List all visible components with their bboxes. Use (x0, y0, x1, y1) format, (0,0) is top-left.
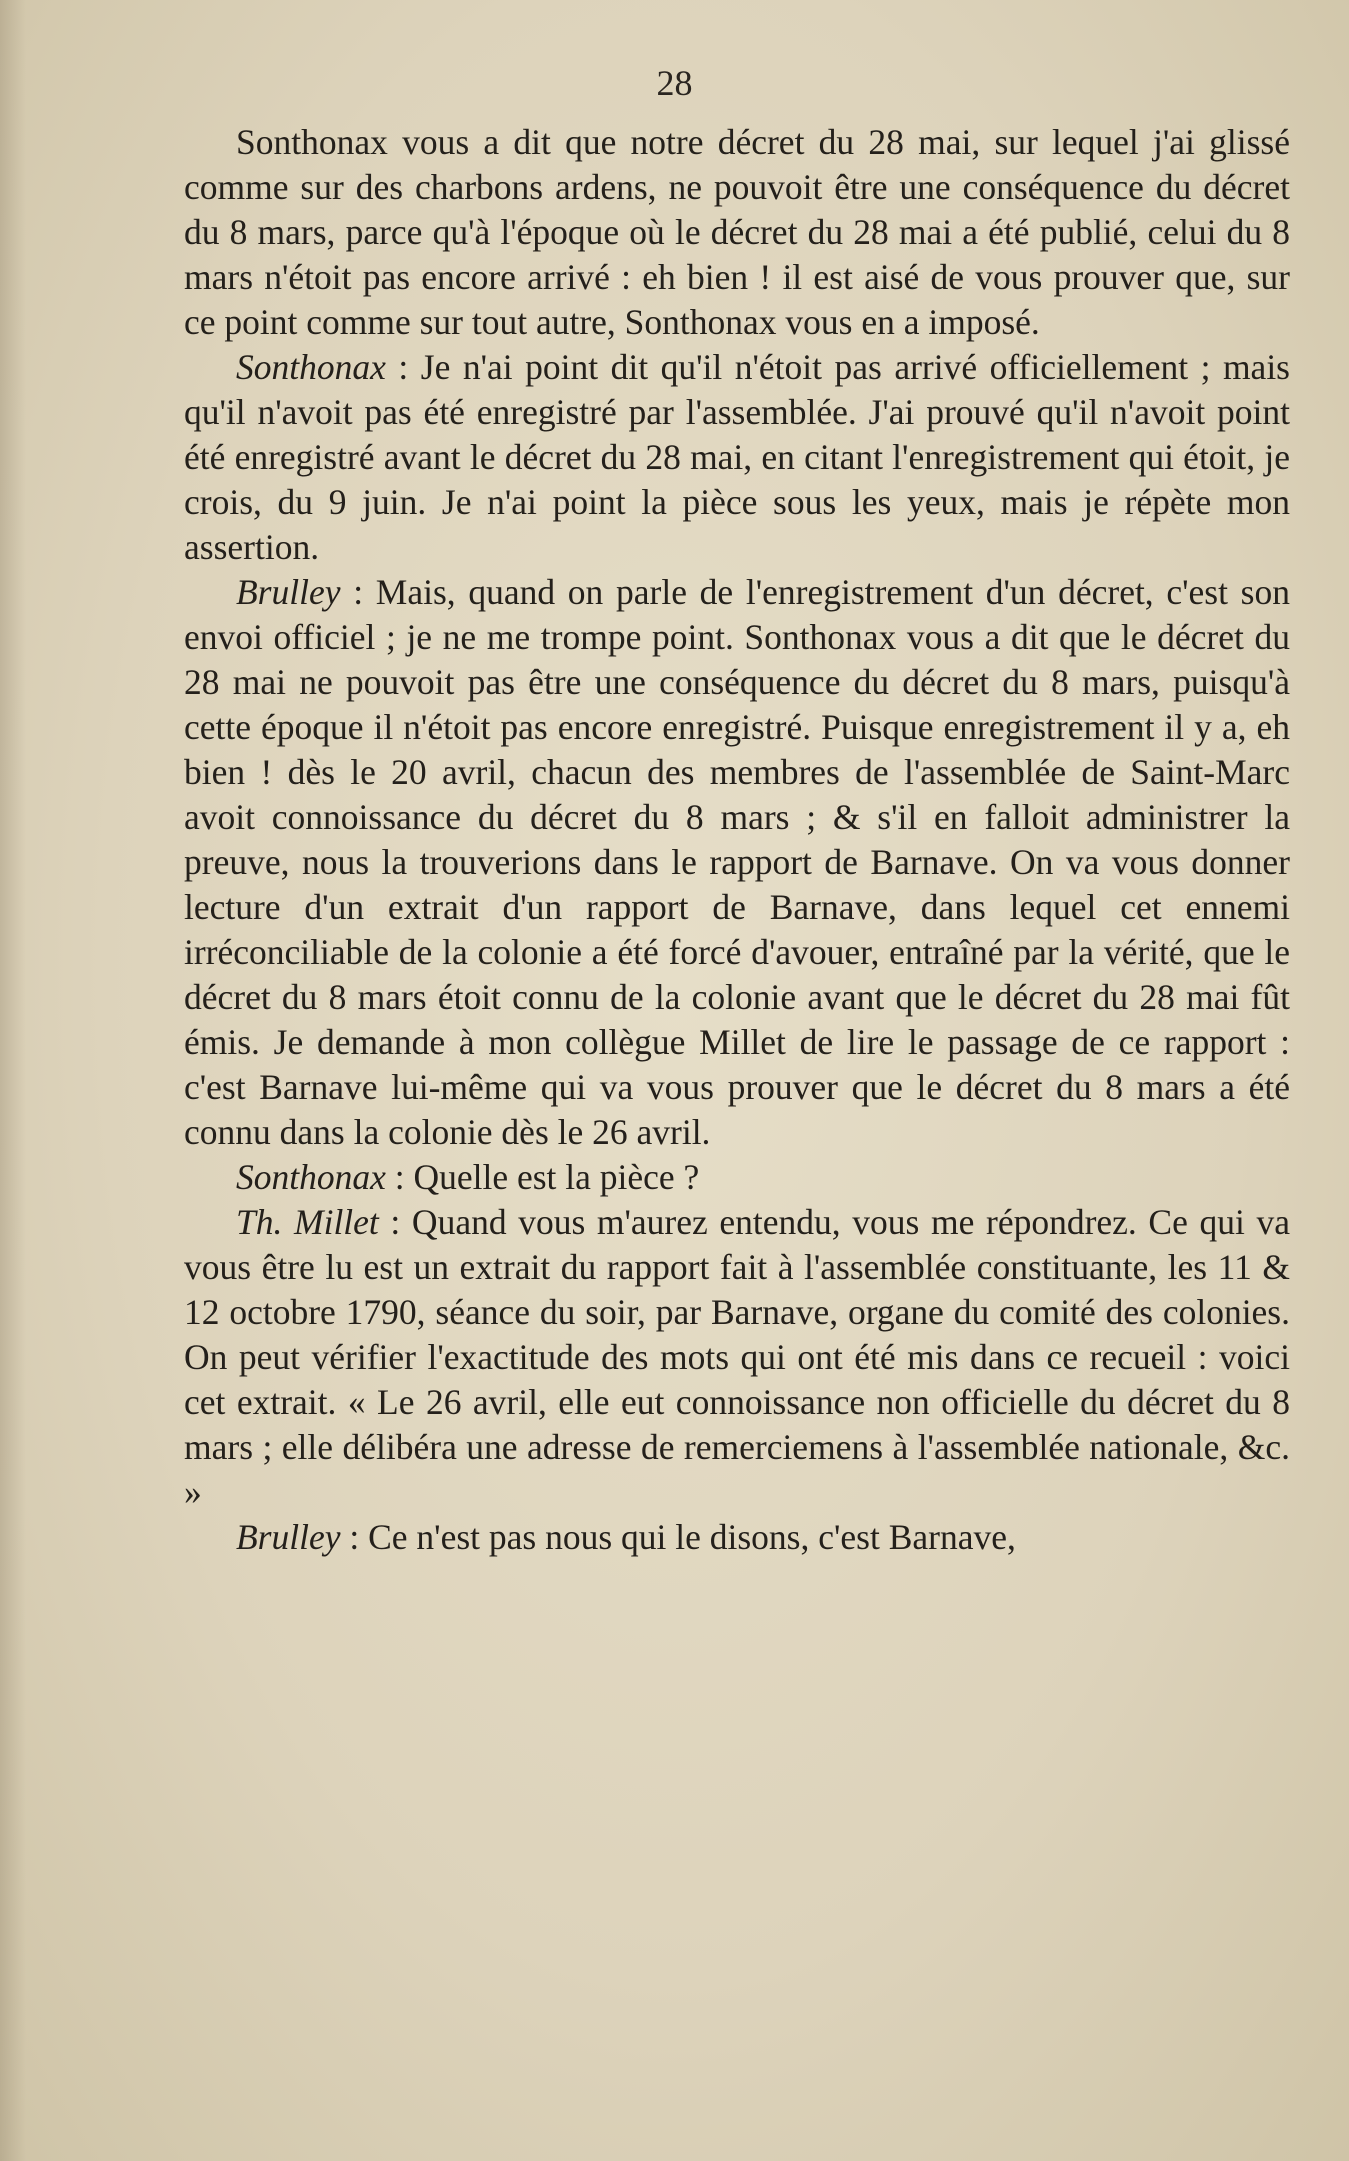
paragraph (184, 570, 1290, 1155)
speaker-name: Brulley (236, 572, 341, 612)
speaker-name: Th. Millet (236, 1202, 379, 1242)
paragraph-text: : Ce n'est pas nous qui le disons, c'est Barnave, (340, 1517, 1016, 1557)
speaker-name: Brulley (236, 1517, 341, 1557)
paragraph-text: Sonthonax vous a dit que notre décret du 28 mai, sur lequel j'ai glissé comme sur des charbons ardens, ne pouvoit être une conséquence du décret du 8 mars, parce qu'à l'époque où le décret du 28 mai a été publié, celui du 8 mars n'étoit pas encore arrivé : eh bien ! il est aisé de vous prouver que, sur ce point comme sur tout autre, Sonthonax vous en a imposé. (184, 122, 1290, 342)
speaker-name: Sonthonax (236, 1157, 386, 1197)
speaker-name: Sonthonax (236, 347, 386, 387)
paragraph-text: : Mais, quand on parle de l'enregistrement d'un décret, c'est son envoi officiel ; je ne me trompe point. Sonthonax vous a dit que le décret du 28 mai ne pouvoit pas être une conséquence du décret du 8 mars, puisqu'à cette époque il n'étoit pas encore enregistré. Puisque enregistrement il y a, eh bien ! dès le 20 avril, chacun des membres de l'assemblée de Saint-Marc avoit connoissance du décret du 8 mars ; & s'il en falloit administrer la preuve, nous la trouverions dans le rapport de Barnave. On va vous donner lecture d'un extrait d'un rapport de Barnave, dans lequel cet ennemi irréconciliable de la colonie a été forcé d'avouer, entraîné par la vérité, que le décret du 8 mars étoit connu de la colonie avant que le décret du 28 mai fût émis. Je demande à mon collègue Millet de lire le passage de ce rapport : c'est Barnave lui-même qui va vous prouver que le décret du 8 mars a été connu dans la colonie dès le 26 avril. (184, 572, 1290, 1152)
paragraph (184, 1200, 1290, 1515)
body-text (184, 120, 1290, 1560)
paragraph (184, 1515, 1290, 1560)
paragraph (184, 345, 1290, 570)
paragraph-text: : Quelle est la pièce ? (385, 1157, 700, 1197)
paragraph (184, 120, 1290, 345)
paragraph-text: : Je n'ai point dit qu'il n'étoit pas arrivé officiellement ; mais qu'il n'avoit pas été enregistré par l'assemblée. J'ai prouvé qu'il n'avoit point été enregistré avant le décret du 28 mai, en citant l'enregistrement qui étoit, je crois, du 9 juin. Je n'ai point la pièce sous les yeux, mais je répète mon assertion. (184, 347, 1290, 567)
paragraph (184, 1155, 1290, 1200)
page-number: 28 (656, 63, 693, 103)
paragraph-text: : Quand vous m'aurez entendu, vous me répondrez. Ce qui va vous être lu est un extrait du rapport fait à l'assemblée constituante, les 11 & 12 octobre 1790, séance du soir, par Barnave, organe du comité des colonies. On peut vérifier l'exactitude des mots qui ont été mis dans ce recueil : voici cet extrait. « Le 26 avril, elle eut connoissance non officielle du décret du 8 mars ; elle délibéra une adresse de remerciemens à l'assemblée nationale, &c. » (184, 1202, 1291, 1512)
